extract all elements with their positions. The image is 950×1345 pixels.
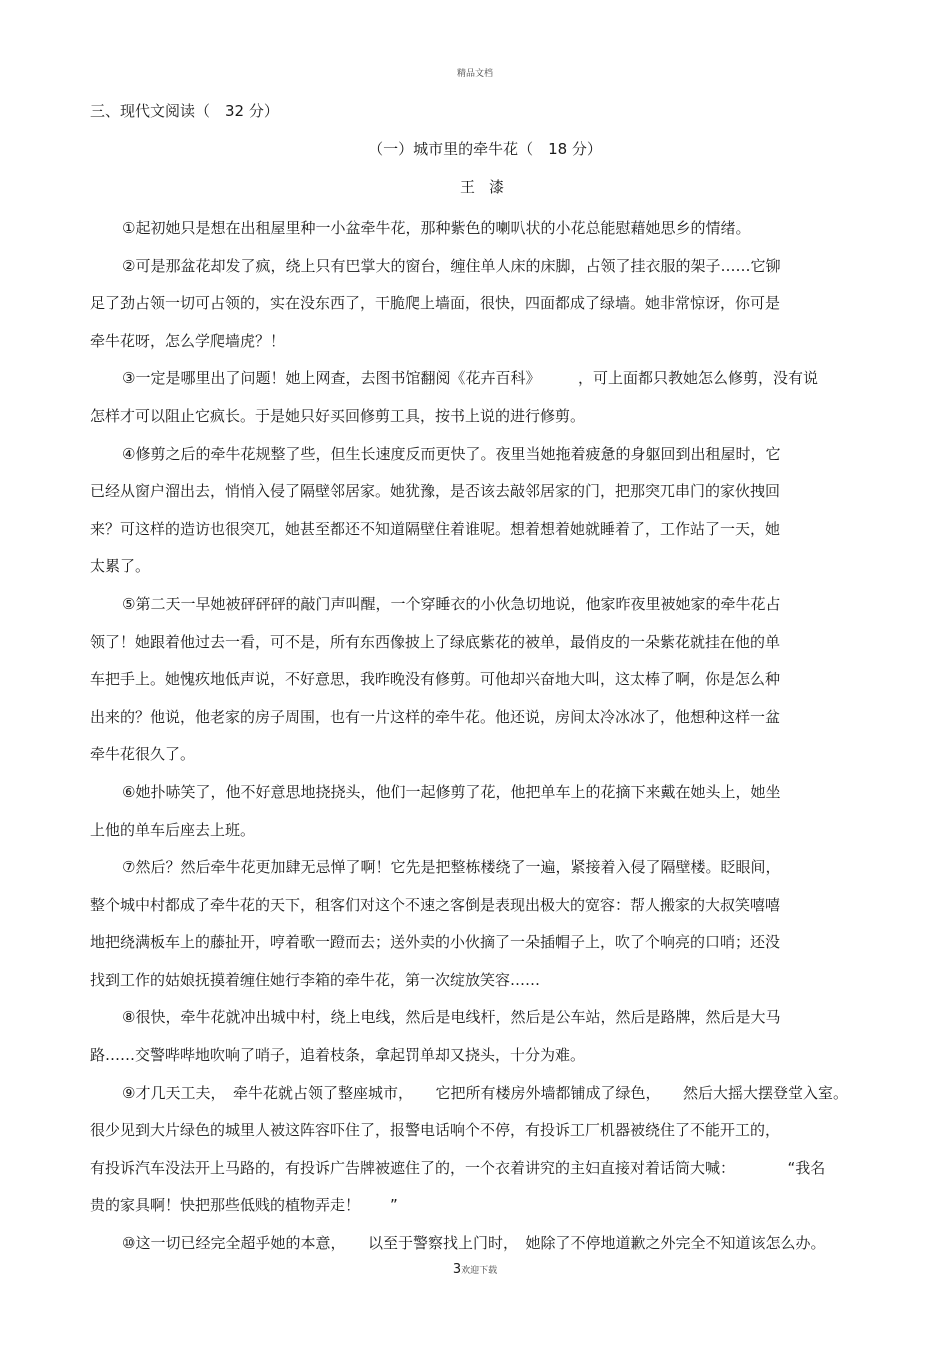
paragraph xyxy=(90,999,860,1074)
paragraph-line: ④修剪之后的牵牛花规整了些，但生长速度反而更快了。夜里当她拖着疲惫的身躯回到出租屋时，它 xyxy=(122,444,781,463)
paragraph-line: 上他的单车后座去上班。 xyxy=(90,820,256,839)
paragraph-line: 车把手上。她愧疚地低声说，不好意思，我昨晚没有修剪。可他却兴奋地大叫，这太棒了啊，你是怎么种 xyxy=(90,670,781,689)
paragraph-line: ③一定是哪里出了问题！她上网查，去图书馆翻阅《花卉百科》 ，可上面都只教她怎么修剪，没有说 xyxy=(122,369,818,388)
paragraph-line: 地把绕满板车上的藤扯开，哼着歌一蹬而去；送外卖的小伙摘了一朵插帽子上，吹了个响亮的口哨；还没 xyxy=(90,933,781,952)
paragraph-line: ⑥她扑哧笑了，他不好意思地挠挠头，他们一起修剪了花，他把单车上的花摘下来戴在她头上，她坐 xyxy=(122,782,781,801)
paragraph xyxy=(90,360,860,435)
paragraph-line: 已经从窗户溜出去，悄悄入侵了隔壁邻居家。她犹豫，是否该去敲邻居家的门，把那突兀串门的家伙拽回 xyxy=(90,482,781,501)
paragraph-line: 牵牛花很久了。 xyxy=(90,745,196,764)
paragraph-line: 足了劲占领一切可占领的，实在没东西了，干脆爬上墙面，很快，四面都成了绿墙。她非常惊讶，你可是 xyxy=(90,294,781,313)
paragraph-line: 太累了。 xyxy=(90,557,151,576)
paragraph xyxy=(90,210,860,248)
paragraph-line: 出来的？他说，他老家的房子周围，也有一片这样的牵牛花。他还说，房间太冷冰冰了，他想种这样一盆 xyxy=(90,707,781,726)
paragraph xyxy=(90,436,860,586)
page-footer xyxy=(0,1262,950,1277)
paragraph-line: ⑩这一切已经完全超乎她的本意， 以至于警察找上门时， 她除了不停地道歉之外完全不知道该怎么办。 xyxy=(122,1234,826,1253)
paragraph-line: 怎样才可以阻止它疯长。于是她只好买回修剪工具，按书上说的进行修剪。 xyxy=(90,406,586,425)
paragraph xyxy=(90,849,860,999)
paragraph-line: 牵牛花呀，怎么学爬墙虎？！ xyxy=(90,331,286,350)
paragraph-line: ⑦然后？然后牵牛花更加肆无忌惮了啊！它先是把整栋楼绕了一遍，紧接着入侵了隔壁楼。眨眼间， xyxy=(122,858,781,877)
paragraph-line: ⑧很快，牵牛花就冲出城中村，绕上电线，然后是电线杆，然后是公车站，然后是路牌，然后是大马 xyxy=(122,1008,781,1027)
paragraph-line: 贵的家具啊！快把那些低贱的植物弄走！ ” xyxy=(90,1196,398,1215)
paragraph-line: 来？可这样的造访也很突兀，她甚至都还不知道隔壁住着谁呢。想着想着她就睡着了，工作站了一天，她 xyxy=(90,519,781,538)
paragraph-line: 很少见到大片绿色的城里人被这阵容吓住了，报警电话响个不停，有投诉工厂机器被绕住了不能开工的， xyxy=(90,1121,781,1140)
paragraph xyxy=(90,586,860,774)
footer-text: 欢迎下载 xyxy=(461,1266,498,1276)
paragraph-line: 有投诉汽车没法开上马路的，有投诉广告牌被遮住了的，一个衣着讲究的主妇直接对着话筒大喊： “我名 xyxy=(90,1158,826,1177)
paragraph-line: 整个城中村都成了牵牛花的天下，租客们对这个不速之客倒是表现出极大的宽容：帮人搬家的大叔笑嘻嘻 xyxy=(90,895,781,914)
paragraph-line: ①起初她只是想在出租屋里种一小盆牵牛花，那种紫色的喇叭状的小花总能慰藉她思乡的情绪。 xyxy=(122,219,751,237)
section-heading: 三、现代文阅读（ 32 分） xyxy=(90,102,279,120)
article-title: （一）城市里的牵牛花（ 18 分） xyxy=(368,140,602,158)
page-header: 精品文档 xyxy=(456,69,493,79)
paragraph xyxy=(90,774,860,849)
page-number: 3 xyxy=(452,1262,462,1277)
paragraph xyxy=(90,1075,860,1225)
article-body xyxy=(90,210,860,1263)
paragraph xyxy=(90,248,860,361)
paragraph-line: 领了！她跟着他过去一看，可不是，所有东西像披上了绿底紫花的被单，最俏皮的一朵紫花就挂在他的单 xyxy=(90,632,781,651)
article-author: 王漆 xyxy=(459,178,518,196)
paragraph-line: ⑤第二天一早她被砰砰砰的敲门声叫醒，一个穿睡衣的小伙急切地说，他家昨夜里被她家的牵牛花占 xyxy=(122,594,781,613)
paragraph-line: ②可是那盆花却发了疯，绕上只有巴掌大的窗台，缠住单人床的床脚，占领了挂衣服的架子……它铆 xyxy=(122,256,781,275)
paragraph-line: ⑨才几天工夫， 牵牛花就占领了整座城市， 它把所有楼房外墙都铺成了绿色， 然后大摇大摆登堂入室。 xyxy=(122,1083,848,1102)
paragraph-line: 路……交警哔哔地吹响了哨子，追着枝条，拿起罚单却又挠头，十分为难。 xyxy=(90,1046,586,1065)
paragraph-line: 找到工作的姑娘抚摸着缠住她行李箱的牵牛花，第一次绽放笑容…… xyxy=(90,970,541,989)
paragraph xyxy=(90,1225,860,1263)
